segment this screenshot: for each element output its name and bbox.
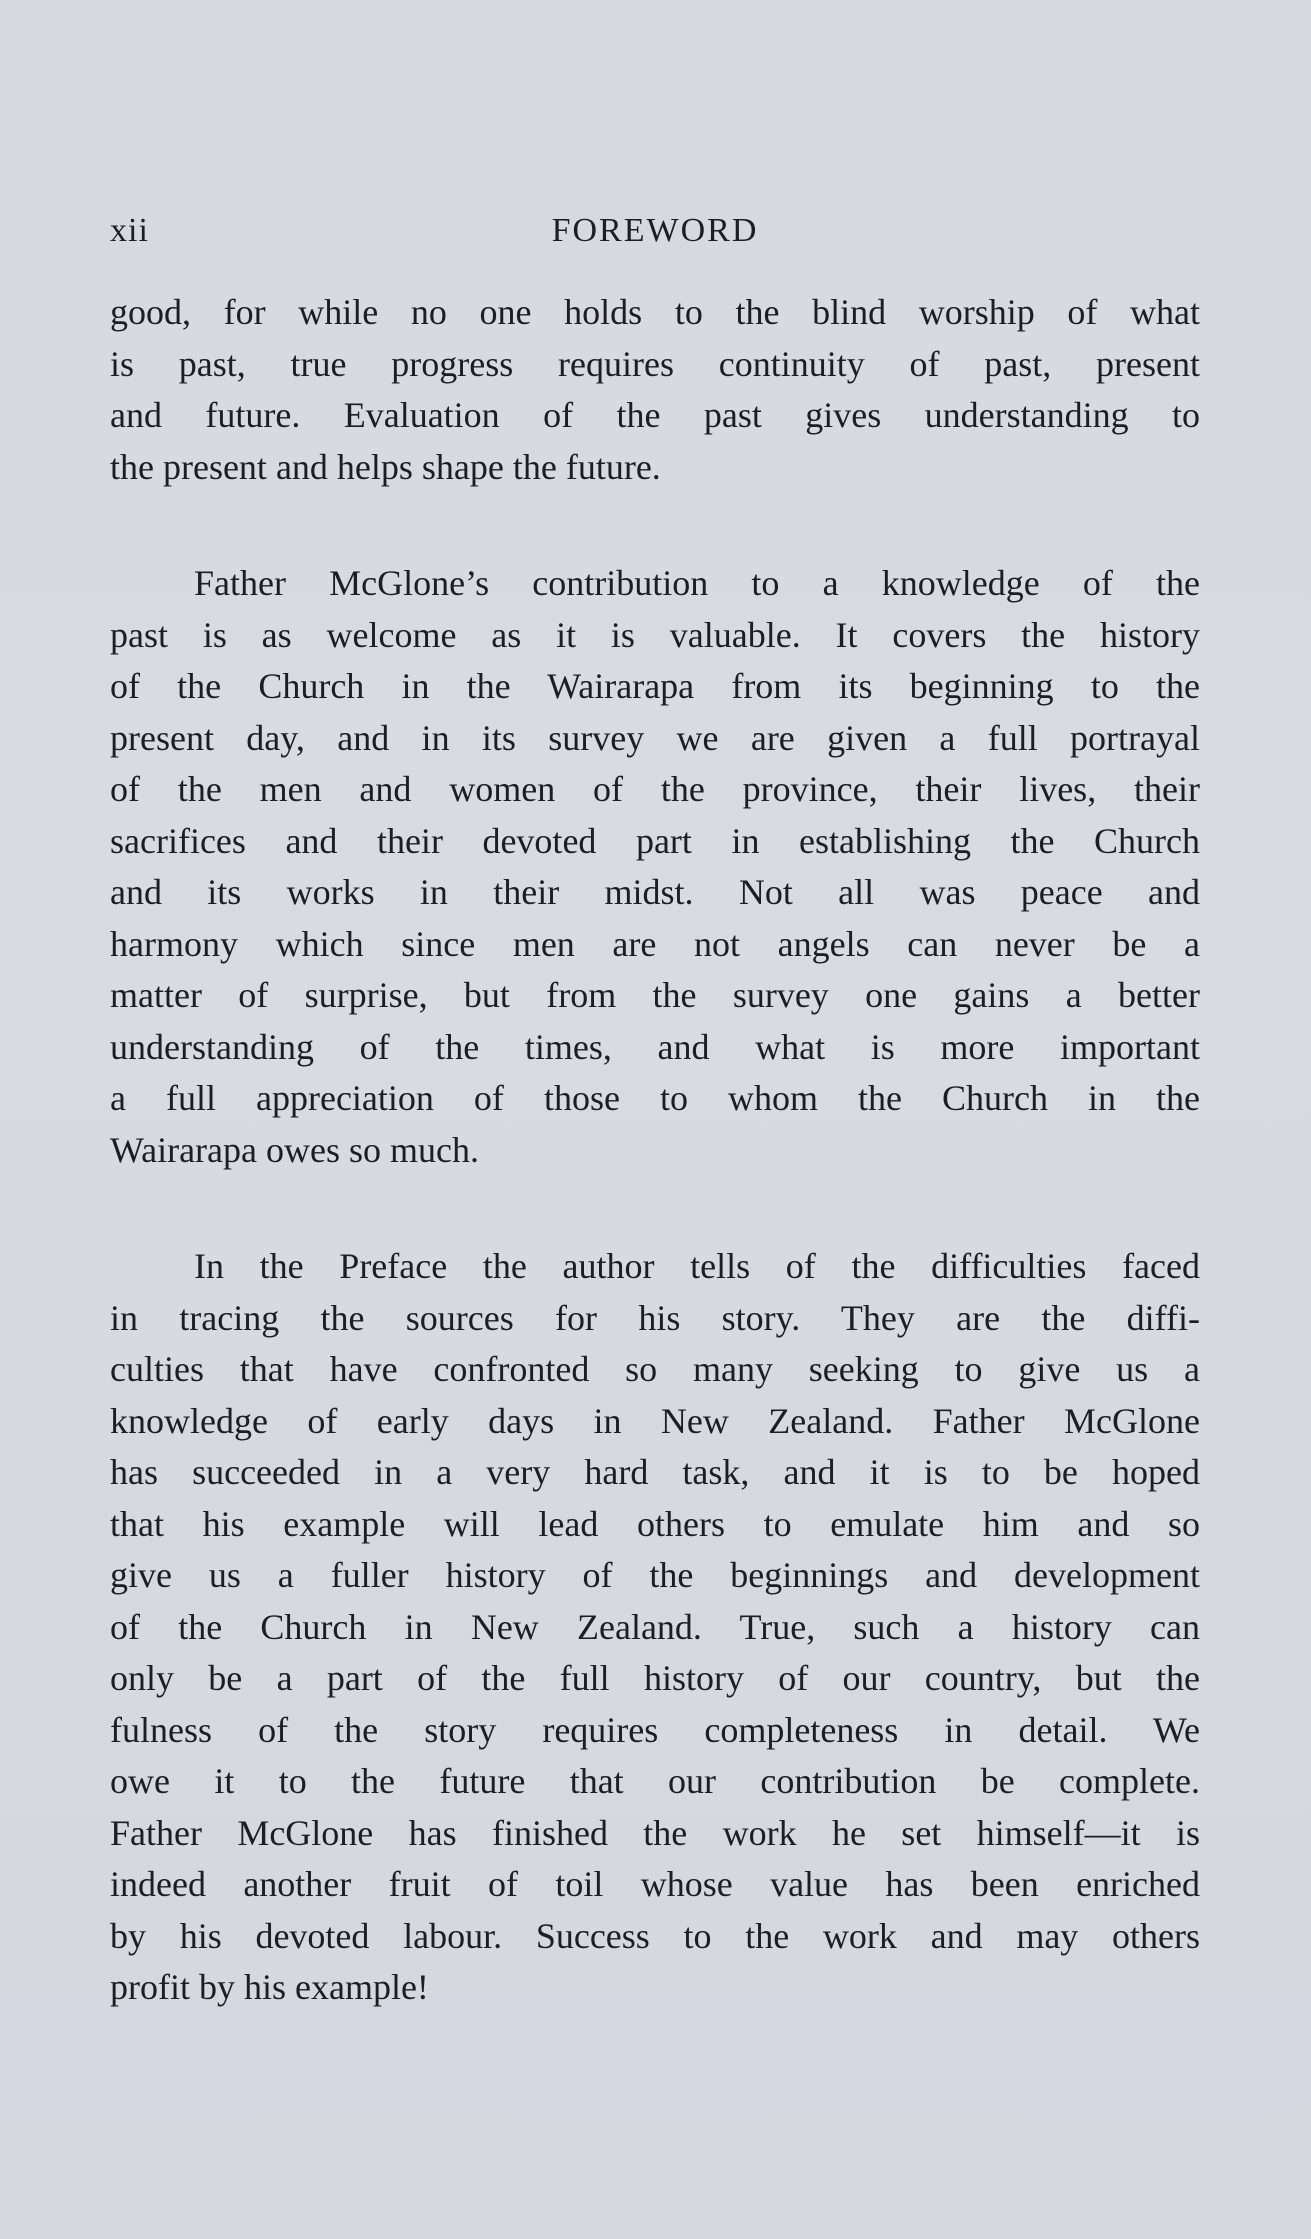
text-line: In the Preface the author tells of the difficulties faced [194,1246,1200,1286]
text-line: and its works in their midst. Not all was peace and [110,872,1200,912]
text-line: of the Church in New Zealand. True, such a history can [110,1606,1200,1647]
text-line: profit by his example! [110,1967,429,2007]
text-line: by his devoted labour. Success to the work and may others [110,1915,1200,1956]
text-line: has succeeded in a very hard task, and it is to be hoped [110,1452,1200,1492]
text-line: fulness of the story requires completeness in detail. We [110,1709,1200,1750]
text-line: Wairarapa owes so much. [110,1129,479,1170]
paragraph [110,558,1200,1176]
text-line: of the men and women of the province, their lives, their [110,769,1200,809]
text-line: a full appreciation of those to whom the Church in the [110,1078,1200,1118]
page-number: xii [110,212,149,249]
text-line: the present and helps shape the future. [110,446,661,487]
text-line: and future. Evaluation of the past gives understanding to [110,395,1200,435]
text-line: past is as welcome as it is valuable. It covers the history [110,614,1200,655]
text-line: is past, true progress requires continuity of past, present [110,343,1200,384]
text-line: culties that have confronted so many seeking to give us a [110,1349,1200,1389]
text-line: that his example will lead others to emulate him and so [110,1503,1200,1544]
text-line: understanding of the times, and what is more important [110,1026,1200,1067]
text-line: present day, and in its survey we are given a full portrayal [110,717,1200,758]
paragraph [110,287,1200,493]
paragraph-gap [110,1176,1200,1241]
running-head-title: FOREWORD [551,212,759,249]
running-head [110,212,1200,256]
paragraph [110,1241,1200,2014]
text-line: of the Church in the Wairarapa from its beginning to the [110,666,1200,706]
text-line: good, for while no one holds to the blind worship of what [110,292,1200,332]
body-text [110,287,1200,2014]
text-line: matter of surprise, but from the survey one gains a better [110,975,1200,1015]
text-line: Father McGlone’s contribution to a knowledge of the [194,563,1200,603]
text-line: harmony which since men are not angels can never be a [110,923,1200,964]
text-line: owe it to the future that our contribution be complete. [110,1761,1200,1801]
text-line: give us a fuller history of the beginnings and development [110,1555,1200,1595]
text-line: indeed another fruit of toil whose value has been enriched [110,1864,1200,1904]
paragraph-gap [110,493,1200,558]
text-line: in tracing the sources for his story. They are the diffi- [110,1297,1200,1338]
text-line: sacrifices and their devoted part in establishing the Church [110,820,1200,861]
text-line: only be a part of the full history of our country, but the [110,1658,1200,1698]
text-line: knowledge of early days in New Zealand. Father McGlone [110,1400,1200,1441]
text-line: Father McGlone has finished the work he set himself—it is [110,1812,1200,1853]
